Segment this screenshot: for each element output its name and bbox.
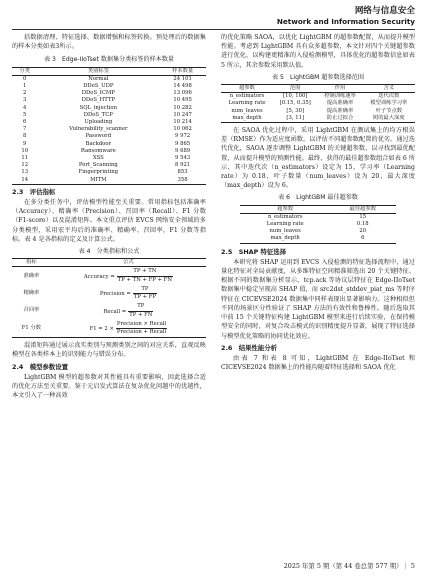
table3-cell: 10 214 <box>173 119 192 126</box>
formula-numerator: TP + TN <box>117 268 173 276</box>
table3-cell: 10 062 <box>173 126 192 133</box>
table6-cell: max_depth <box>270 235 300 242</box>
table5-cell: 提高准确率 <box>326 100 354 107</box>
table3-cell: 9 865 <box>175 140 191 147</box>
formula-numerator: TP <box>133 286 157 294</box>
table3-header-cell: 分类 <box>19 67 31 74</box>
table6-header-cell: 超参数 <box>277 205 294 212</box>
table4-row <box>12 267 206 285</box>
table3-cell: 10 495 <box>173 97 192 104</box>
table4-row <box>12 302 206 319</box>
left-column <box>12 33 206 400</box>
table5-cell: [10, 100] <box>283 93 308 100</box>
table3-row <box>12 83 206 90</box>
table3 <box>12 67 206 185</box>
table3-row <box>12 169 206 176</box>
header-rule <box>12 29 415 30</box>
table5-cell: 迭代次数 <box>378 93 400 100</box>
formula-denominator: TP + FN <box>129 311 153 318</box>
table3-row <box>12 155 206 162</box>
table5-cell: 提高准确率 <box>326 107 354 114</box>
table3-row <box>12 105 206 112</box>
metric-formula <box>51 320 206 338</box>
journal-title-zh: 网络与信息安全 <box>354 6 415 16</box>
table5-header-cell: 范围 <box>289 85 301 92</box>
table3-row <box>12 133 206 140</box>
table3-cell: 13 <box>21 169 29 176</box>
table5-cell: 叶子节点数 <box>375 107 403 114</box>
section-2-6-text: 由表 7 和表 8 可知，LightGBM 在 Edge-IIoTset 和 CICEVSE2024 数据集上的性能均随着特征选择和 SAOA 优化 <box>221 354 415 372</box>
table5-row <box>221 115 415 123</box>
table5 <box>221 84 415 123</box>
formula-fraction <box>128 303 153 318</box>
section-2-5-title: 2.5 SHAP 特征选择 <box>221 247 287 256</box>
table3-row <box>12 97 206 104</box>
formula-denominator: TP + TN + FP + FN <box>117 276 172 283</box>
formula-denominator: TP + FP <box>133 294 156 301</box>
table3-header-cell: 样本数量 <box>172 67 194 74</box>
table3-cell: 13 096 <box>173 90 192 97</box>
table4-header-cell: 指标 <box>26 259 37 266</box>
table3-caption: 表 3 Edge-IIoTset 数据集分类标签的样本数量 <box>44 56 174 64</box>
table3-cell: 358 <box>177 176 188 183</box>
table3-cell: 1 <box>23 83 27 90</box>
table6-row <box>240 213 395 221</box>
table5-cell: Learning rate <box>228 100 266 107</box>
table4-row <box>12 320 206 338</box>
metric-formula <box>51 302 206 319</box>
formula-fraction <box>133 286 157 301</box>
formula-fraction <box>117 268 173 283</box>
right-paragraph-2: 在 SAOA 优化过程中，采用 LightGBM 在测试集上的均方根误差（RMSE）作为适应度函数，以评估不同超参数配置的优劣。通过迭代优化，SAOA 逐步调整 LightGBM 的关键超参数，以寻找到最优配置，从而提升模型的预测性能。最终，获得的最佳超参数组合如表 6 所示，其中迭代次（n_estimators）设定为 15，学习率（Learning rate）为 0.18，叶子数量（num_leaves）设为 20，最大深度（max_depth）设为 6。 <box>221 127 415 190</box>
table3-cell: Fingerprinting <box>78 169 119 176</box>
table6-cell: num_leaves <box>269 228 301 235</box>
table5-caption: 表 5 LightGBM 超参数选择范围 <box>272 73 364 81</box>
metric-name: 准确率 <box>23 272 40 279</box>
table6-cell: 0.18 <box>356 221 369 228</box>
table3-row <box>12 126 206 133</box>
table3-cell: 24 101 <box>173 75 192 82</box>
table5-cell: max_depth <box>232 114 262 121</box>
table4-caption: 表 4 分类指标和公式 <box>78 248 140 256</box>
table3-cell: DDoS_TCP <box>83 111 113 118</box>
table3-header-cell: 类别标签 <box>87 67 109 74</box>
section-2-6-title: 2.6 结果性能分析 <box>221 343 278 352</box>
table6-caption: 表 6 LightGBM 最佳超参数 <box>278 194 358 202</box>
table3-cell: 9 972 <box>175 133 191 140</box>
table6-cell: 20 <box>359 228 367 235</box>
formula-lhs: Precision = <box>99 291 131 298</box>
table4-row <box>12 285 206 302</box>
table3-cell: Vulnerability_scanner <box>69 126 128 133</box>
table3-row <box>12 90 206 97</box>
table3-cell: MITM <box>90 176 107 183</box>
section-2-4-title: 2.4 模型参数设置 <box>12 362 69 371</box>
table3-cell: 14 <box>21 176 29 183</box>
table6-cell: Learning rate <box>266 221 304 228</box>
table3-cell: XSS <box>92 155 104 162</box>
section-2-4-text: LightGBM 模型的超参数对其性能具有重要影响，因此选择合适的优化方法至关重要。鉴于元启发式算法在复杂优化问题中的优越性，本文引入了一种高效 <box>12 373 206 400</box>
table3-row <box>12 177 206 185</box>
table3-cell: 4 <box>23 104 27 111</box>
table5-cell: 模型训练学习率 <box>370 100 408 107</box>
table5-header-cell: 超参数 <box>239 85 255 92</box>
table5-row <box>221 100 415 107</box>
table3-row <box>12 162 206 169</box>
table3-row <box>12 75 206 83</box>
table5-row <box>221 108 415 115</box>
metric-name: 召回率 <box>23 307 40 314</box>
journal-title-en: Network and Information Security <box>276 16 415 26</box>
table3-cell: 0 <box>23 75 27 82</box>
table3-cell: SQL_injection <box>79 104 118 111</box>
table6-row <box>240 235 395 243</box>
table4 <box>12 258 206 338</box>
table3-cell: Ransomware <box>80 147 116 154</box>
section-2-3-title: 2.3 评估指标 <box>12 187 56 196</box>
table5-header-cell: 含义 <box>383 85 395 92</box>
formula-lhs: Recall = <box>103 308 127 315</box>
table3-row <box>12 112 206 119</box>
formula-lhs: F1 = 2 × <box>89 325 114 332</box>
table3-cell: 9 689 <box>175 147 191 154</box>
right-column <box>221 33 415 372</box>
metric-formula <box>51 267 206 285</box>
formula-numerator: TP <box>128 303 153 311</box>
table5-cell: 防止过拟合 <box>326 114 354 121</box>
table3-cell: 7 <box>23 126 27 133</box>
table3-cell: 8 921 <box>175 162 191 169</box>
table6-cell: 6 <box>361 235 365 242</box>
table6-cell: 15 <box>359 213 367 220</box>
section-2-3-text: 在多分类任务中，评估模型性能至关重要。常用指标包括准确率（Accuracy）、精确率（Precision）、召回率（Recall）、F1 分数（F1-score）以及混淆矩阵。本文重点评估 EVCS 网络安全领域的多分类模型，采用宏平均后的准确率、精确率、召回率、F1 分数等指标。表 4 是各指标的定义及计算公式。 <box>12 199 206 243</box>
table3-cell: Port_Scanning <box>78 162 118 169</box>
after-table4-text: 混淆矩阵通过展示真实类别与预测类别之间的对应关系，直观反映模型在各类样本上的识别能力与错误分布。 <box>12 342 206 359</box>
intro-paragraph: 括数据清理、特征选择、数据增强和标签转换。预处理后的数据集的样本分类如表3所示。 <box>12 34 206 51</box>
table3-cell: Normal <box>88 75 109 82</box>
table3-cell: 8 <box>23 133 27 140</box>
metric-name: F1 分数 <box>21 324 42 331</box>
table3-cell: 10 247 <box>173 111 192 118</box>
table6-row <box>240 221 395 228</box>
table3-row <box>12 141 206 148</box>
table3-cell: 10 <box>21 147 29 154</box>
table5-cell: [0.15, 0.35] <box>279 100 311 107</box>
table6-cell: n_estimators <box>267 213 303 220</box>
table3-cell: Uploading <box>84 119 113 126</box>
table3-cell: 12 <box>21 162 29 169</box>
metric-name: 精确率 <box>23 289 40 296</box>
table3-cell: 11 <box>21 155 29 162</box>
formula-numerator: Precision × Recall <box>116 321 167 329</box>
table5-cell: num_leaves <box>231 107 263 114</box>
table3-cell: 2 <box>23 90 27 97</box>
table6 <box>240 205 395 244</box>
table3-cell: DDoS_UDP <box>83 83 114 90</box>
table5-cell: 控制训练速率 <box>324 93 356 100</box>
table5-cell: n_estimators <box>229 93 265 100</box>
formula-fraction <box>116 321 167 336</box>
table6-row <box>240 228 395 235</box>
table3-cell: 14 498 <box>173 83 192 90</box>
table3-cell: 5 <box>23 111 27 118</box>
table5-header-cell: 作用 <box>334 85 346 92</box>
journal-header <box>277 6 415 26</box>
table3-cell: 9 <box>23 140 27 147</box>
table3-cell: 9 543 <box>175 155 191 162</box>
table3-cell: 6 <box>23 119 27 126</box>
table5-cell: [3, 11] <box>286 114 305 121</box>
formula-denominator: Precision + Recall <box>116 328 167 335</box>
table5-cell: 树的最大深度 <box>372 114 405 121</box>
table3-cell: 3 <box>23 97 27 104</box>
table3-row <box>12 119 206 126</box>
table3-cell: Backdoor <box>85 140 112 147</box>
table5-cell: [5, 30] <box>286 107 305 114</box>
table3-row <box>12 148 206 155</box>
formula-lhs: Accuracy = <box>83 273 115 280</box>
metric-formula <box>51 285 206 302</box>
table4-header-cell: 公式 <box>123 259 134 266</box>
table3-cell: DDoS_HTTP <box>81 97 115 104</box>
right-paragraph-1: 的优化策略 SAOA，以优化 LightGBM 的超参数配置，从而提升模型性能。考虑到 LightGBM 具有众多超参数，本文针对四个关键超参数进行优化，以构建更精准的入侵检测模型，具体优化的超参数信息如表 5 所示，其余参数采用默认值。 <box>221 34 415 69</box>
table3-cell: DDoS_ICMP <box>81 90 115 97</box>
table6-header-cell: 最佳超参数 <box>349 205 377 212</box>
table3-cell: 10 282 <box>173 104 192 111</box>
table3-cell: 853 <box>177 169 188 176</box>
section-2-5-text: 本研究将 SHAP 运用到 EVCS 入侵检测的特征选择流程中，通过量化特征对全局贡献度，从多维特征空间精准筛选出 20 个关键特征。根据不同的数据集分析显示，tcp.ack 等协议层特征在 Edge-IIoTset 数据集中稳定呈现高 SHAP 值，而 src2dst_stddev_piat_ms 等时序特征在 CICEVSE2024 数据集中同样表现出显著影响力。这种相似但不同的场景区分性验证了 SHAP 方法的有效性和鲁棒性。随后选取其中前 15 个关键特征构建 LightGBM 模型来进行后续实验，在保持模型安全的同时，对复合攻击模式的识别精度提升显著，展现了特征选择与模型优化策略的协同优化效应。 <box>221 258 415 340</box>
table3-cell: Password <box>85 133 112 140</box>
page-footer: 2025 年第 5 期（第 44 卷总第 577 期）｜ 5 <box>283 562 415 570</box>
